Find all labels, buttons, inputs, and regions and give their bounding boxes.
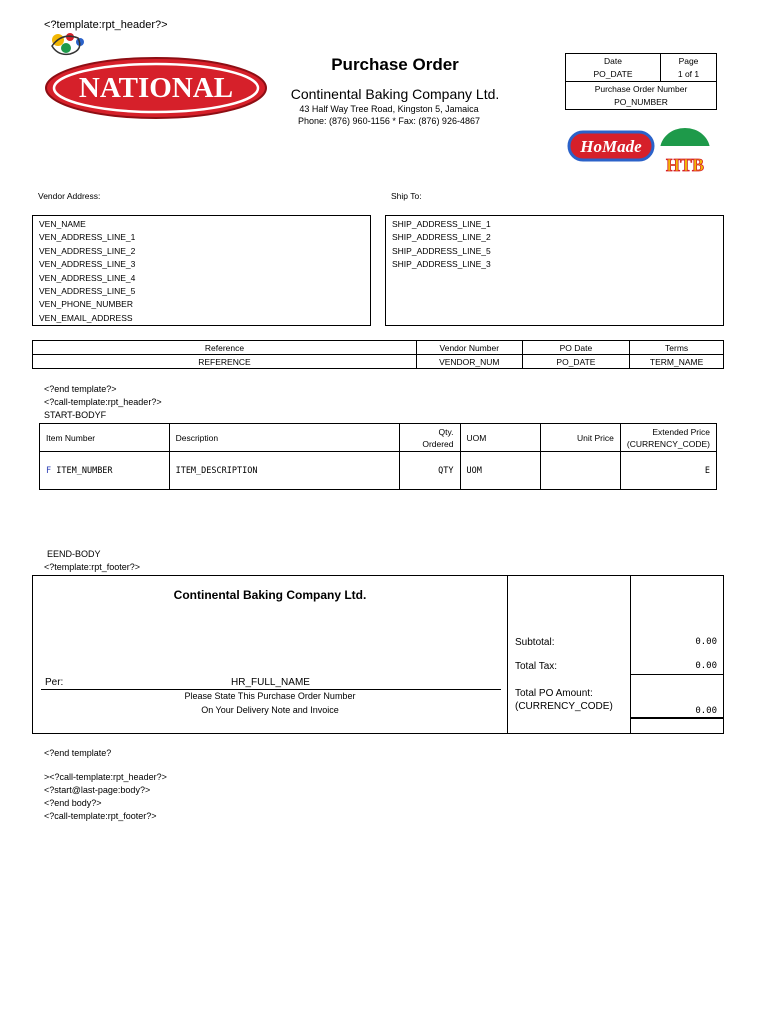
signer-name: HR_FULL_NAME — [231, 677, 310, 688]
ship-to-label: Ship To: — [391, 191, 422, 201]
cell-uom: UOM — [460, 452, 541, 490]
vendor-line: VEN_PHONE_NUMBER — [39, 299, 133, 310]
col-description: Description — [169, 424, 399, 452]
vendor-line: VEN_EMAIL_ADDRESS — [39, 312, 133, 323]
vendor-address-label: Vendor Address: — [38, 191, 101, 201]
ship-line: SHIP_ADDRESS_LINE_1 — [392, 219, 491, 229]
national-logo-text: NATIONAL — [78, 72, 234, 104]
ref-value-terms: TERM_NAME — [630, 355, 724, 369]
col-item-number: Item Number — [40, 424, 170, 452]
company-phone: Phone: (876) 960-1156 * Fax: (876) 926-4867 — [298, 116, 480, 126]
end-template-tag: <?end template?> — [44, 384, 117, 394]
homade-logo — [567, 126, 657, 166]
footer-note-2: On Your Delivery Note and Invoice — [201, 705, 339, 715]
cell-item-number — [40, 452, 170, 490]
cell-description: ITEM_DESCRIPTION — [169, 452, 399, 490]
vendor-line: VEN_ADDRESS_LINE_1 — [39, 232, 136, 243]
page-title: Purchase Order — [331, 55, 459, 74]
cell-extended-price: E — [620, 452, 716, 490]
start-body-tag: START-BODYF — [44, 410, 107, 420]
ship-to-box — [385, 215, 724, 326]
total-tax-value: 0.00 — [695, 661, 717, 671]
items-table — [39, 423, 717, 490]
end-body-tag-2: <?end body?> — [44, 798, 102, 808]
item-number-value: ITEM_NUMBER — [56, 465, 113, 476]
reference-table — [32, 340, 724, 369]
col-ext-line2: (CURRENCY_CODE) — [626, 438, 710, 449]
ref-value-vendor-number: VENDOR_NUM — [416, 355, 522, 369]
col-extended-price — [620, 424, 716, 452]
call-template-header-tag-2: ><?call-template:rpt_header?> — [44, 772, 167, 782]
total-po-value: 0.00 — [695, 706, 717, 716]
vendor-line: VEN_ADDRESS_LINE_4 — [39, 272, 136, 283]
ship-line: SHIP_ADDRESS_LINE_2 — [392, 232, 491, 243]
vendor-line: VEN_ADDRESS_LINE_3 — [39, 259, 136, 270]
col-uom: UOM — [460, 424, 541, 452]
date-label: Date — [604, 56, 622, 66]
col-qty-line2: Ordered — [422, 438, 454, 449]
po-info-box — [565, 53, 717, 110]
page-label: Page — [678, 56, 699, 66]
end-template-tag-2: <?end template? — [44, 748, 112, 758]
ref-value-reference: REFERENCE — [33, 355, 417, 369]
total-po-label: Total PO Amount: — [515, 688, 593, 699]
ship-line: SHIP_ADDRESS_LINE_3 — [392, 259, 491, 270]
national-logo — [44, 28, 269, 120]
end-body-tag: EEND-BODY — [47, 549, 101, 559]
col-qty-line1: Qty. — [438, 426, 454, 437]
date-value: PO_DATE — [593, 69, 633, 79]
footer-company: Continental Baking Company Ltd. — [173, 588, 367, 602]
page-value: 1 of 1 — [677, 69, 700, 79]
cell-unit-price — [541, 452, 621, 490]
total-currency-label: (CURRENCY_CODE) — [515, 701, 613, 712]
htb-logo-text: HTB — [665, 155, 705, 174]
ref-header-vendor-number: Vendor Number — [416, 341, 522, 355]
po-number-value: PO_NUMBER — [614, 97, 668, 107]
po-number-label: Purchase Order Number — [594, 84, 688, 94]
footer-note-1: Please State This Purchase Order Number — [184, 691, 356, 701]
homade-logo-text: HoMade — [580, 137, 642, 156]
ref-header-po-date: PO Date — [522, 341, 630, 355]
template-footer-tag: <?template:rpt_footer?> — [44, 562, 141, 572]
subtotal-label: Subtotal: — [515, 637, 555, 648]
vendor-line: VEN_ADDRESS_LINE_2 — [39, 245, 136, 256]
cell-qty: QTY — [399, 452, 460, 490]
col-unit-price: Unit Price — [541, 424, 621, 452]
col-qty-ordered — [399, 424, 460, 452]
company-address: 43 Half Way Tree Road, Kingston 5, Jamaica — [299, 104, 479, 114]
call-template-header-tag: <?call-template:rpt_header?> — [44, 397, 162, 407]
total-tax-label: Total Tax: — [515, 661, 558, 672]
company-name: Continental Baking Company Ltd. — [290, 86, 500, 102]
start-last-page-tag: <?start@last-page:body?> — [44, 785, 151, 795]
call-template-footer-tag: <?call-template:rpt_footer?> — [44, 811, 157, 821]
per-label: Per: — [45, 677, 64, 688]
htb-logo — [658, 124, 712, 174]
template-header-tag: <?template:rpt_header?> — [44, 19, 168, 31]
vendor-address-box — [32, 215, 371, 326]
row-marker: F — [46, 465, 52, 476]
ref-header-reference: Reference — [33, 341, 417, 355]
table-row — [40, 452, 717, 490]
col-ext-line1: Extended Price — [652, 426, 710, 437]
vendor-line: VEN_NAME — [39, 219, 86, 229]
ref-header-terms: Terms — [630, 341, 724, 355]
vendor-line: VEN_ADDRESS_LINE_5 — [39, 286, 136, 297]
logo-mascot-icon — [52, 33, 84, 54]
ship-line: SHIP_ADDRESS_LINE_5 — [392, 245, 491, 256]
footer-box — [32, 575, 724, 734]
ref-value-po-date: PO_DATE — [522, 355, 630, 369]
subtotal-value: 0.00 — [695, 637, 717, 647]
